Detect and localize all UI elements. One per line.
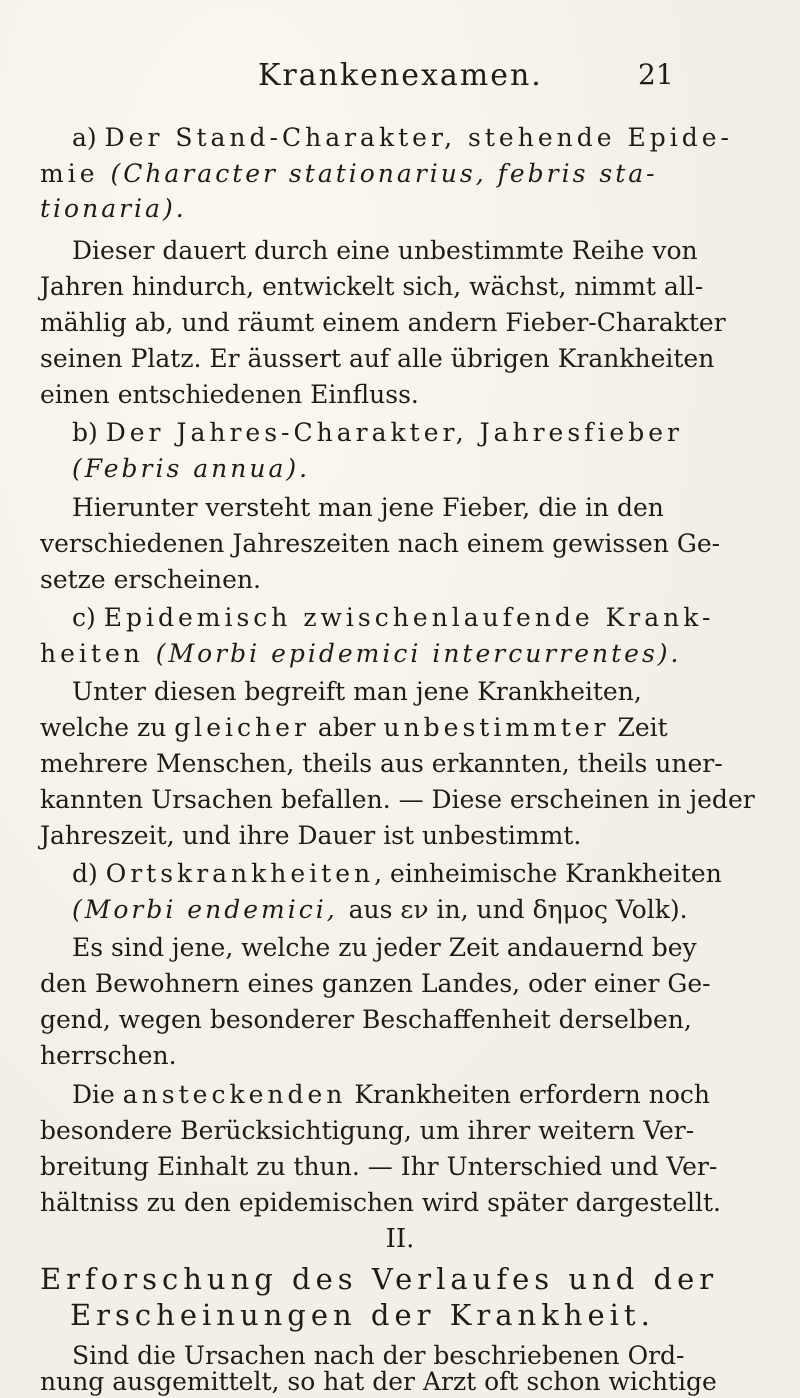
text-line: Dieser dauert durch eine unbestimmte Reihe von — [72, 236, 698, 265]
running-header — [0, 58, 800, 98]
header-title: Krankenexamen. — [258, 58, 543, 93]
text-line: herrschen. — [40, 1041, 177, 1070]
text-line: breitung Einhalt zu thun. — Ihr Unterschied und Ver- — [40, 1152, 718, 1181]
text-line: mie (Character stationarius, febris sta- — [40, 159, 658, 188]
text-line: b) Der Jahres-Charakter, Jahresfieber — [72, 418, 683, 447]
text-line: Hierunter versteht man jene Fieber, die in den — [72, 493, 664, 522]
text-line: c) Epidemisch zwischenlaufende Krank- — [72, 603, 715, 632]
text-line: verschiedenen Jahreszeiten nach einem gewissen Ge- — [40, 529, 721, 558]
text-line: seinen Platz. Er äussert auf alle übrigen Krankheiten — [40, 344, 715, 373]
text-line: hältniss zu den epidemischen wird später dargestellt. — [40, 1188, 721, 1217]
section-number: II. — [385, 1224, 415, 1254]
section-heading-line-2: Erscheinungen der Krankheit. — [70, 1298, 655, 1332]
page-number: 21 — [638, 58, 674, 91]
text-line: nung ausgemittelt, so hat der Arzt oft schon wichtige — [40, 1367, 717, 1396]
text-line: tionaria). — [40, 194, 187, 223]
text-line: Unter diesen begreift man jene Krankheiten, — [72, 677, 642, 706]
text-line: Jahren hindurch, entwickelt sich, wächst, nimmt all- — [40, 272, 704, 301]
text-line: kannten Ursachen befallen. — Diese erscheinen in jeder — [40, 785, 755, 814]
text-line: mehrere Menschen, theils aus erkannten, theils uner- — [40, 749, 723, 778]
text-line: welche zu gleicher aber unbestimmter Zeit — [40, 713, 668, 742]
text-line: besondere Berücksichtigung, um ihrer weitern Ver- — [40, 1116, 695, 1145]
text-line: heiten (Morbi epidemici intercurrentes). — [40, 639, 682, 668]
text-line: d) Ortskrankheiten, einheimische Krankheiten — [72, 859, 722, 888]
text-line: (Morbi endemici, aus εν in, und δημος Volk). — [72, 895, 688, 924]
text-line: Es sind jene, welche zu jeder Zeit andauernd bey — [72, 933, 697, 962]
text-line: gend, wegen besonderer Beschaffenheit derselben, — [40, 1005, 692, 1034]
section-heading-line-1: Erforschung des Verlaufes und der — [40, 1262, 719, 1296]
text-line: (Febris annua). — [72, 454, 311, 483]
text-line: mählig ab, und räumt einem andern Fieber-Charakter — [40, 308, 726, 337]
text-line: den Bewohnern eines ganzen Landes, oder einer Ge- — [40, 969, 711, 998]
text-line: a) Der Stand-Charakter, stehende Epide- — [72, 123, 733, 152]
text-line: Jahreszeit, und ihre Dauer ist unbestimmt. — [40, 821, 582, 850]
text-line: setze erscheinen. — [40, 565, 261, 594]
text-line: Die ansteckenden Krankheiten erfordern noch — [72, 1080, 710, 1109]
text-line: einen entschiedenen Einfluss. — [40, 380, 419, 409]
text-line: Sind die Ursachen nach der beschriebenen Ord- — [72, 1341, 685, 1370]
